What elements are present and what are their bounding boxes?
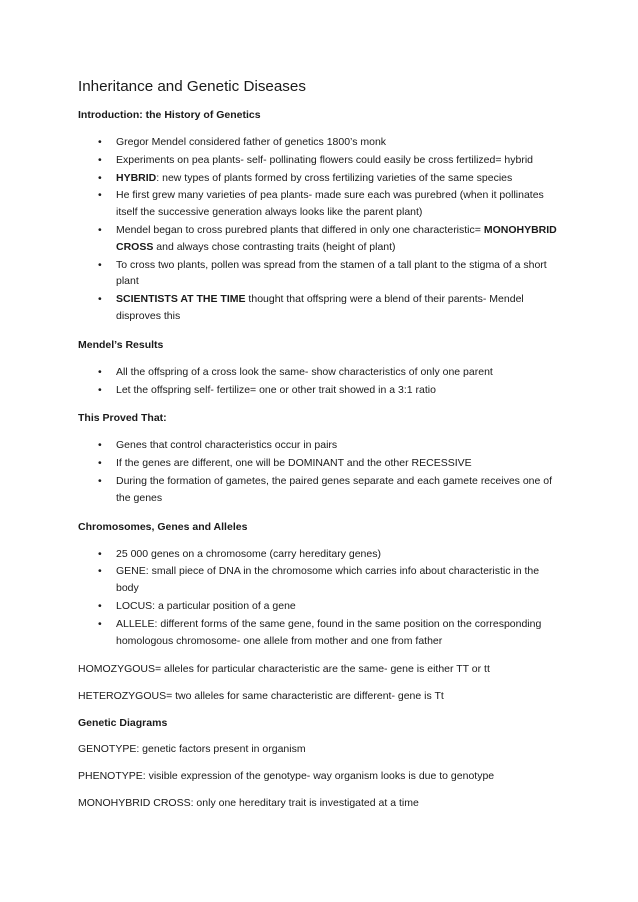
section-heading: This Proved That: xyxy=(78,412,167,425)
bullet-icon: • xyxy=(98,383,102,396)
bullet-icon: • xyxy=(98,457,102,470)
bullet-list xyxy=(78,364,564,399)
bullet-list xyxy=(78,546,564,650)
bullet-text: Mendel began to cross purebred plants that differed in only one characteristic= xyxy=(116,223,484,236)
document-body xyxy=(78,78,564,823)
bullet-text: : new types of plants formed by cross fertilizing varieties of the same species xyxy=(156,171,513,184)
bullet-item xyxy=(78,616,564,650)
bullet-text: 25 000 genes on a chromosome (carry hereditary genes) xyxy=(116,547,381,560)
bullet-icon: • xyxy=(98,547,102,560)
bullet-text: Let the offspring self- fertilize= one or other trait showed in a 3:1 ratio xyxy=(116,383,436,396)
bullet-icon: • xyxy=(98,136,102,148)
definition-paragraph: HETEROZYGOUS= two alleles for same characteristic are different- gene is Tt xyxy=(78,690,444,703)
sections-container xyxy=(78,108,564,649)
bullet-text: LOCUS: a particular position of a gene xyxy=(116,599,296,612)
bullet-bold-term: MONOHYBRID CROSS xyxy=(116,223,557,253)
bullet-icon: • xyxy=(98,293,102,306)
document-title: Inheritance and Genetic Diseases xyxy=(78,78,306,95)
section-heading: Chromosomes, Genes and Alleles xyxy=(78,520,248,533)
definition-paragraph: PHENOTYPE: visible expression of the genotype- way organism looks is due to genotype xyxy=(78,770,495,783)
bullet-text: During the formation of gametes, the paired genes separate and each gamete receives one of the genes xyxy=(116,474,553,504)
bullet-icon: • xyxy=(98,223,102,236)
bullet-item xyxy=(78,170,564,187)
bullet-text: If the genes are different, one will be DOMINANT and the other RECESSIVE xyxy=(116,457,472,470)
bullet-list xyxy=(78,134,564,325)
bullet-icon: • xyxy=(98,439,102,452)
definition-paragraph: HOMOZYGOUS= alleles for particular characteristic are the same- gene is either TT or tt xyxy=(78,663,490,676)
bullet-item xyxy=(78,437,564,454)
bullet-item xyxy=(78,473,564,507)
bullet-text: Genes that control characteristics occur in pairs xyxy=(116,439,338,452)
bullet-text: Experiments on pea plants- self- pollinating flowers could easily be cross fertilized= hybrid xyxy=(116,153,533,166)
bullet-icon: • xyxy=(98,565,102,578)
bullet-item xyxy=(78,187,564,221)
bullet-item xyxy=(78,257,564,291)
bullet-icon: • xyxy=(98,189,102,202)
definition-paragraph: GENOTYPE: genetic factors present in organism xyxy=(78,743,306,756)
bullet-text: GENE: small piece of DNA in the chromosome which carries info about characteristic in the body xyxy=(116,565,540,595)
section-heading-genetic-diagrams: Genetic Diagrams xyxy=(78,717,168,730)
bullet-item xyxy=(78,563,564,597)
bullet-icon: • xyxy=(98,258,102,271)
bullet-text: thought that offspring were a blend of their parents- Mendel disproves this xyxy=(116,293,524,322)
bullet-icon: • xyxy=(98,599,102,612)
bullet-item xyxy=(78,222,564,256)
bullet-item xyxy=(78,598,564,615)
section-heading: Introduction: the History of Genetics xyxy=(78,109,261,121)
bullet-text: All the offspring of a cross look the same- show characteristics of only one parent xyxy=(116,365,493,378)
bullet-text: ALLELE: different forms of the same gene, found in the same position on the corresponding homologous chromosome- one allele from mother and one from father xyxy=(116,617,542,647)
bullet-item xyxy=(78,291,564,325)
bullet-text: He first grew many varieties of pea plants- made sure each was purebred (when it pollinates itself the successive generation always looks like the parent plant) xyxy=(116,189,544,219)
bullet-text: and always chose contrasting traits (height of plant) xyxy=(153,240,396,253)
bullet-bold-term: HYBRID xyxy=(116,171,157,184)
definitions-a xyxy=(78,662,564,703)
bullet-icon: • xyxy=(98,474,102,487)
section-heading: Mendel’s Results xyxy=(78,338,164,351)
bullet-item xyxy=(78,455,564,472)
bullet-bold-term: SCIENTISTS AT THE TIME xyxy=(116,293,246,306)
bullet-item xyxy=(78,152,564,169)
bullet-text: To cross two plants, pollen was spread from the stamen of a tall plant to the stigma of a short plant xyxy=(116,258,547,288)
bullet-icon: • xyxy=(98,365,102,378)
bullet-item xyxy=(78,134,564,151)
bullet-item xyxy=(78,364,564,381)
bullet-list xyxy=(78,437,564,506)
bullet-icon: • xyxy=(98,617,102,630)
bullet-item xyxy=(78,382,564,399)
bullet-icon: • xyxy=(98,153,102,166)
bullet-item xyxy=(78,546,564,563)
bullet-icon: • xyxy=(98,171,102,184)
definitions-b xyxy=(78,742,564,810)
bullet-text: Gregor Mendel considered father of genetics 1800’s monk xyxy=(116,136,387,148)
definition-paragraph: MONOHYBRID CROSS: only one hereditary trait is investigated at a time xyxy=(78,797,419,810)
